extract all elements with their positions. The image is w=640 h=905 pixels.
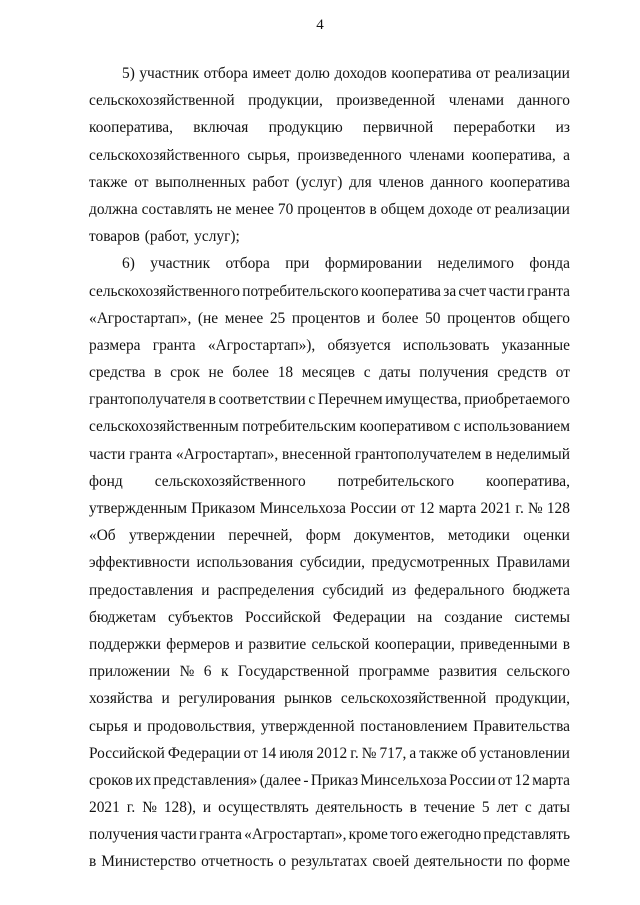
word: гранта [527,282,570,300]
word: Минсельхоза [360,771,447,789]
word: марта [532,771,570,789]
word: июля [279,744,314,762]
word: счет [458,282,487,300]
word: (не [197,309,219,327]
word: 5 [481,799,490,817]
word: членами [448,92,504,110]
word: услуг); [194,228,240,246]
page-number: 4 [316,17,324,33]
word: результатах [291,853,368,871]
word: № [361,744,377,762]
word: средств [497,364,548,382]
word: процентов [297,200,366,218]
word: в [89,853,97,871]
word: а [409,744,417,762]
word: общем [380,200,425,218]
word: имеет [252,65,291,82]
word: 6 [203,663,212,681]
word: неделимого [437,255,514,273]
word: грантополучателя [89,391,206,409]
word: с [524,799,532,817]
word: продовольствия, [147,717,256,735]
word: г. [126,799,136,817]
word: участник [139,65,200,82]
word: оценки [523,527,570,545]
word: поддержки [89,635,162,653]
word: того [390,826,418,844]
word: формировании [324,255,422,273]
word: отбора [225,255,270,273]
word: а [563,146,570,164]
word: менее [235,200,275,218]
word: Перечнем [317,391,383,409]
word: «Агростартап», [175,445,279,463]
word: в [208,391,216,409]
word: членов [378,173,424,191]
text-line [89,740,570,767]
word: фонд [89,472,123,490]
word: об [460,744,477,762]
word: не [208,364,224,382]
word: федерального [414,581,505,599]
word: получения [89,826,159,844]
word: предоставления [89,581,194,599]
word: 2021 [480,500,512,517]
word: данного [517,92,570,110]
word: имущества, [385,391,462,409]
word: субсидии, [299,554,365,572]
word: субъектов [168,608,234,626]
text-line [89,332,570,359]
word: кооператива [489,173,570,191]
word: соответствии [218,391,306,409]
word: эффективности [89,554,190,572]
word: перечней, [228,527,293,545]
word: гранта [129,445,173,463]
word: Приказ [310,771,359,789]
text-line [89,114,570,141]
word: кроме [348,826,388,844]
word: 128), [163,799,196,817]
word: от [475,65,491,82]
word: представлять [483,826,570,844]
word: неделимый [496,445,570,463]
word: процентов [291,309,361,327]
word: осуществлять [218,799,309,817]
word: в [485,445,493,463]
text-line [89,767,570,794]
word: сельской [311,635,370,653]
word: «Агростартап», [244,826,347,844]
word: регулирования [178,690,276,708]
word: менее [224,309,264,327]
word: получения [419,364,489,382]
word: составлять [141,200,213,218]
word: на [417,608,433,626]
word: утверждении [128,527,216,545]
word: ежегодно [420,826,482,844]
word: - [303,771,309,789]
word: от [134,173,149,191]
word: деятельности [414,853,503,871]
word: потребительского [242,282,359,300]
word: не [216,200,232,218]
word: Правилами [496,554,570,572]
word: их [135,771,152,789]
word: 12 [514,771,530,789]
word: срок [170,364,200,382]
word: должна [89,200,138,218]
word: кооперации, [374,635,455,653]
word: указанные [501,336,570,354]
word: форм [305,527,341,545]
word: распределения [217,581,315,599]
word: из [555,119,570,137]
word: (работ, [144,228,190,246]
word: сельскохозяйственной [89,92,235,110]
word: первичной [363,119,434,137]
word: своей [372,853,410,871]
word: 717, [379,744,407,762]
word: и [366,309,376,327]
word: утвержденным [89,500,187,517]
word: при [285,255,310,273]
word: течение [423,799,475,817]
word: работ [252,173,290,191]
word: о [278,853,287,871]
text-line [89,359,570,386]
word: внесенной [282,445,352,463]
body-text [89,60,570,876]
word: России [350,500,397,517]
word: рынков [284,690,332,708]
word: установлении [479,744,570,762]
word: сельскохозяйственного [89,146,240,164]
word: приложении [89,663,171,681]
word: Приказом [191,500,256,517]
word: утвержденной [260,717,355,735]
text-line [89,413,570,440]
word: членами [409,146,465,164]
word: в [409,799,417,817]
text-line [89,821,570,848]
text-line [89,250,570,277]
word: реализации [494,200,570,218]
word: с [308,391,316,409]
word: сельскохозяйственного [154,472,306,490]
word: бюджетам [89,608,157,626]
word: с [363,364,371,382]
word: методики [447,527,510,545]
word: также [89,173,128,191]
word: гранта [152,336,196,354]
word: для [349,173,372,191]
word: части [89,445,126,463]
word: 6) [122,255,135,273]
word: от [497,771,513,789]
word: кооператива [360,282,441,300]
word: «Агростартап»), [207,336,316,354]
word: долю [295,65,330,82]
text-line [89,223,570,250]
word: 12 [419,500,435,517]
word: доходе [428,200,473,218]
text-line [89,848,570,875]
word: лет [496,799,518,817]
word: 18 [277,364,294,382]
word: (услуг) [295,173,343,191]
word: (далее [259,771,301,789]
word: сырья [89,717,128,735]
word: за [443,282,457,300]
word: Российской [89,744,165,762]
word: развития [438,663,498,681]
word: сельского [506,663,570,681]
word: доходов [334,65,387,82]
word: отчетность [201,853,274,871]
word: представления» [153,771,258,789]
word: Министерство [101,853,197,871]
word: продукцию [268,119,343,137]
word: более [232,364,269,382]
word: месяцев [301,364,355,382]
word: 2021 [89,799,120,817]
word: также [419,744,458,762]
word: размера [89,336,141,354]
word: сельскохозяйственным [89,418,239,436]
word: даты [538,799,570,817]
text-line [89,468,570,495]
text-line [89,60,570,87]
word: фонда [529,255,570,273]
word: и [234,635,244,653]
word: кооперативом [359,418,451,436]
word: г. [515,500,524,517]
word: Государственной [237,663,350,681]
word: № [179,663,195,681]
word: обязуется [327,336,391,354]
word: бюджета [512,581,570,599]
word: кооператива, [486,472,570,490]
word: г. [350,744,359,762]
word: субсидий [322,581,384,599]
word: предусмотренных [371,554,490,572]
word: отбора [203,65,248,82]
word: от [555,364,570,382]
word: процентов [447,309,516,327]
word: приобретаемого [464,391,570,409]
word: продукции, [495,690,570,708]
word: создание [444,608,503,626]
word: России [449,771,496,789]
word: грантополучателем [354,445,482,463]
word: хозяйства [89,690,153,708]
word: в [154,364,162,382]
word: «Агростартап», [89,309,192,327]
text-line [89,685,570,712]
word: от [400,500,415,517]
word: данного [430,173,484,191]
word: марта [438,500,477,517]
word: 70 [277,200,294,218]
text-line [89,169,570,196]
word: системы [514,608,570,626]
word: части [488,282,525,300]
word: включая [193,119,249,137]
word: сельскохозяйственной [340,690,487,708]
word: приведенными [460,635,558,653]
word: с [453,418,461,436]
word: развитие [248,635,307,653]
word: в [562,635,570,653]
word: «Об [89,527,116,545]
word: 2012 [316,744,348,762]
word: форме [528,853,570,871]
word: 14 [260,744,277,762]
word: сырья, [247,146,291,164]
word: произведенной [336,92,436,110]
word: продукции, [248,92,323,110]
word: 50 [425,309,441,327]
word: № [142,799,157,817]
word: по [507,853,524,871]
word: сельскохозяйственного [89,282,240,300]
word: более [381,309,419,327]
word: и [201,581,210,599]
word: документов, [354,527,435,545]
word: кооператива, [89,119,173,137]
word: произведенного [297,146,402,164]
text-line [89,495,570,522]
text-line [89,577,570,604]
text-line [89,441,570,468]
text-line [89,631,570,658]
word: выполненных [155,173,246,191]
word: гранта [199,826,242,844]
word: и [133,717,142,735]
text-line [89,522,570,549]
word: общего [522,309,570,327]
word: использования [196,554,294,572]
word: Минсельхоза [259,500,346,517]
word: использованием [463,418,570,436]
text-line [89,142,570,169]
text-line [89,604,570,631]
word: сроков [89,771,133,789]
word: Федерации [332,608,406,626]
word: использовать [402,336,490,354]
word: 128 [546,500,570,517]
text-line [89,549,570,576]
word: постановлением [360,717,468,735]
word: Правительства [473,717,570,735]
word: и [202,799,212,817]
word: кооператива, [471,146,556,164]
word: переработки [453,119,536,137]
word: фермеров [166,635,230,653]
word: потребительским [242,418,356,436]
word: даты [379,364,411,382]
word: деятельность [315,799,403,817]
text-line [89,305,570,332]
word: потребительского [337,472,455,490]
word: средства [89,364,146,382]
word: № [528,500,543,517]
text-line [89,794,570,821]
word: Федерации [167,744,241,762]
text-line [89,713,570,740]
word: от [476,200,491,218]
word: кооператива [391,65,472,82]
word: товаров [89,228,140,246]
word: к [220,663,229,681]
word: участник [150,255,211,273]
word: реализации [494,65,570,82]
text-line [89,278,570,305]
word: 25 [269,309,286,327]
text-line [89,196,570,223]
word: из [391,581,407,599]
text-line [89,386,570,413]
word: части [160,826,197,844]
word: и [161,690,170,708]
word: в [369,200,377,218]
word: Российской [245,608,321,626]
word: 5) [122,65,135,82]
text-line [89,87,570,114]
word: программе [358,663,430,681]
text-line [89,658,570,685]
word: от [243,744,258,762]
